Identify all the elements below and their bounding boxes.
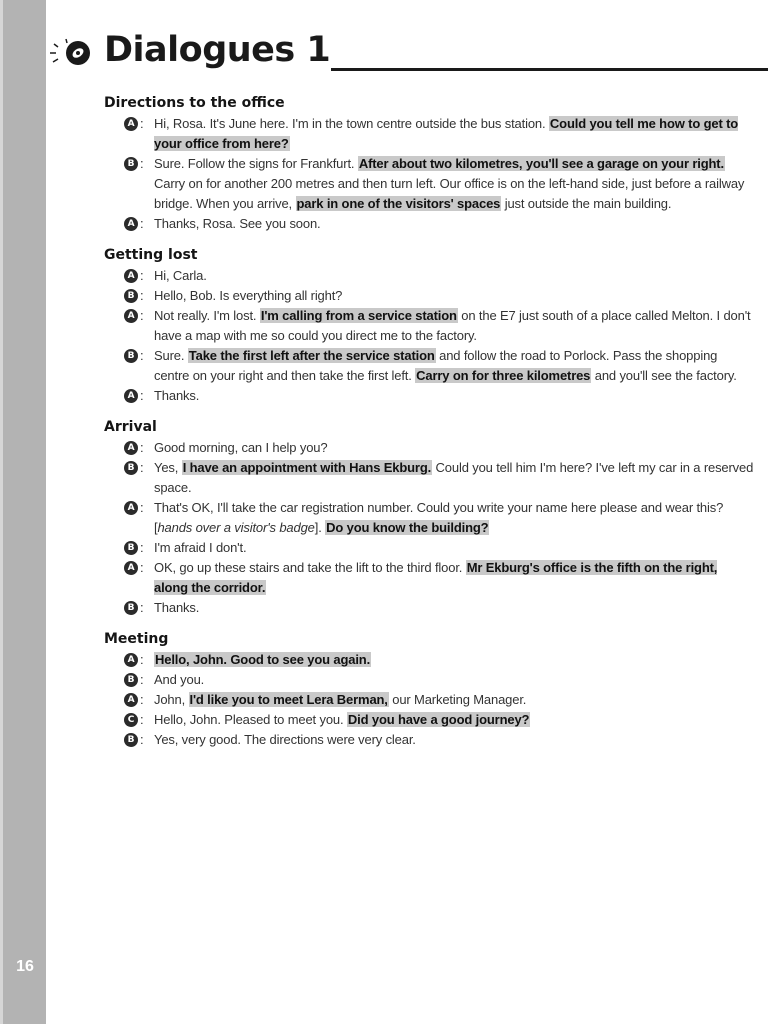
dialogue-text: Yes, very good. The directions were very clear. bbox=[154, 732, 416, 747]
highlighted-phrase: I'm calling from a service station bbox=[260, 308, 457, 323]
speaker-badge: A bbox=[124, 309, 138, 323]
dialogue-text: Sure. Follow the signs for Frankfurt. bbox=[154, 156, 358, 171]
dialogue-line bbox=[104, 214, 754, 234]
speaker-badge: B bbox=[124, 733, 138, 747]
dialogue-text: And you. bbox=[154, 672, 205, 687]
section-heading: Directions to the office bbox=[104, 95, 285, 111]
speaker-badge: A bbox=[124, 117, 138, 131]
speaker-colon: : bbox=[140, 308, 144, 323]
highlighted-phrase: I have an appointment with Hans Ekburg. bbox=[182, 460, 432, 475]
section-heading: Getting lost bbox=[104, 247, 198, 263]
dialogue-line bbox=[104, 346, 754, 386]
dialogue-text: Not really. I'm lost. bbox=[154, 308, 260, 323]
dialogue-section bbox=[104, 628, 754, 750]
speaker-colon: : bbox=[140, 540, 144, 555]
speaker-badge: B bbox=[124, 673, 138, 687]
highlighted-phrase: Did you have a good journey? bbox=[347, 712, 530, 727]
page-title: Dialogues 1 bbox=[104, 30, 331, 70]
speaker-badge: C bbox=[124, 713, 138, 727]
dialogue-line bbox=[104, 558, 754, 598]
dialogue-text: John, bbox=[154, 692, 189, 707]
speaker-colon: : bbox=[140, 732, 144, 747]
section-gap bbox=[104, 406, 754, 416]
dialogue-text: and follow the road to Porlock. Pass the shopping centre on your right and then take the first left. bbox=[154, 348, 718, 383]
dialogue-text: Thanks. bbox=[154, 388, 200, 403]
highlighted-phrase: park in one of the visitors' spaces bbox=[296, 196, 501, 211]
dialogue-text: Yes, bbox=[154, 460, 182, 475]
dialogue-line bbox=[104, 538, 754, 558]
dialogue-line bbox=[104, 306, 754, 346]
dialogue-text: Could you tell him I'm here? I've left my car in a reserved space. bbox=[154, 460, 754, 495]
speaker-badge: B bbox=[124, 541, 138, 555]
speaker-badge: B bbox=[124, 157, 138, 171]
dialogue-line bbox=[104, 154, 754, 214]
highlighted-phrase: Do you know the building? bbox=[326, 520, 489, 535]
dialogue-line bbox=[104, 598, 754, 618]
dialogue-text: OK, go up these stairs and take the lift to the third floor. bbox=[154, 560, 466, 575]
page-header bbox=[48, 26, 768, 76]
highlighted-phrase: After about two kilometres, you'll see a garage on your right. bbox=[358, 156, 724, 171]
dialogue-text: hands over a visitor's badge bbox=[157, 520, 315, 535]
highlighted-phrase: Mr Ekburg's office is the fifth on the right, along the corridor. bbox=[154, 560, 718, 595]
speaker-colon: : bbox=[140, 288, 144, 303]
speaker-colon: : bbox=[140, 216, 144, 231]
speaker-colon: : bbox=[140, 692, 144, 707]
highlighted-phrase: Take the first left after the service station bbox=[188, 348, 435, 363]
dialogue-text: Thanks. bbox=[154, 600, 200, 615]
dialogue-text: on the E7 just south of a place called Melton. I don't have a map with me so could you direct me to the factory. bbox=[154, 308, 751, 343]
dialogue-section bbox=[104, 92, 754, 234]
dialogue-text: and you'll see the factory. bbox=[591, 368, 737, 383]
speaker-colon: : bbox=[140, 672, 144, 687]
dialogue-text: That's OK, I'll take the car registration number. Could you write your name here please and wear this? [ bbox=[154, 500, 724, 535]
dialogue-text: Hello, Bob. Is everything all right? bbox=[154, 288, 343, 303]
dialogue-line bbox=[104, 266, 754, 286]
highlighted-phrase: Could you tell me how to get to your office from here? bbox=[154, 116, 739, 151]
dialogue-text: Thanks, Rosa. See you soon. bbox=[154, 216, 321, 231]
cd-disc-icon bbox=[48, 38, 100, 68]
dialogue-line bbox=[104, 710, 754, 730]
speaker-colon: : bbox=[140, 560, 144, 575]
section-gap bbox=[104, 234, 754, 244]
title-rule bbox=[331, 68, 768, 71]
speaker-badge: A bbox=[124, 269, 138, 283]
dialogue-text: Hello, John. Pleased to meet you. bbox=[154, 712, 347, 727]
speaker-colon: : bbox=[140, 652, 144, 667]
speaker-colon: : bbox=[140, 600, 144, 615]
dialogue-line bbox=[104, 286, 754, 306]
dialogue-line bbox=[104, 650, 754, 670]
dialogue-text: Hi, Rosa. It's June here. I'm in the town centre outside the bus station. bbox=[154, 116, 549, 131]
speaker-colon: : bbox=[140, 712, 144, 727]
speaker-colon: : bbox=[140, 500, 144, 515]
dialogue-line bbox=[104, 670, 754, 690]
dialogue-text: Carry on for another 200 metres and then turn left. Our office is on the left-hand side, just before a railway bridge. When you arrive, bbox=[154, 176, 745, 211]
speaker-colon: : bbox=[140, 156, 144, 171]
dialogue-line bbox=[104, 498, 754, 538]
speaker-badge: A bbox=[124, 441, 138, 455]
dialogue-line bbox=[104, 730, 754, 750]
speaker-badge: A bbox=[124, 501, 138, 515]
speaker-colon: : bbox=[140, 116, 144, 131]
speaker-badge: B bbox=[124, 289, 138, 303]
dialogue-text: Hi, Carla. bbox=[154, 268, 207, 283]
dialogue-text: ]. bbox=[314, 520, 326, 535]
speaker-colon: : bbox=[140, 460, 144, 475]
dialogue-text: I'm afraid I don't. bbox=[154, 540, 247, 555]
margin-edge bbox=[0, 0, 3, 1024]
dialogue-line bbox=[104, 690, 754, 710]
speaker-badge: A bbox=[124, 389, 138, 403]
speaker-colon: : bbox=[140, 440, 144, 455]
speaker-colon: : bbox=[140, 268, 144, 283]
section-heading: Arrival bbox=[104, 419, 157, 435]
speaker-badge: A bbox=[124, 693, 138, 707]
speaker-badge: A bbox=[124, 561, 138, 575]
dialogue-section bbox=[104, 416, 754, 618]
dialogues-content bbox=[104, 92, 754, 750]
speaker-badge: B bbox=[124, 601, 138, 615]
section-heading: Meeting bbox=[104, 631, 169, 647]
speaker-colon: : bbox=[140, 388, 144, 403]
speaker-badge: A bbox=[124, 217, 138, 231]
dialogue-section bbox=[104, 244, 754, 406]
left-margin-strip bbox=[0, 0, 46, 1024]
dialogue-text: Sure. bbox=[154, 348, 188, 363]
speaker-badge: A bbox=[124, 653, 138, 667]
highlighted-phrase: I'd like you to meet Lera Berman, bbox=[189, 692, 388, 707]
section-gap bbox=[104, 618, 754, 628]
page-number: 16 bbox=[16, 958, 34, 975]
speaker-badge: B bbox=[124, 349, 138, 363]
dialogue-text: our Marketing Manager. bbox=[388, 692, 527, 707]
dialogue-line bbox=[104, 114, 754, 154]
speaker-badge: B bbox=[124, 461, 138, 475]
dialogue-line bbox=[104, 458, 754, 498]
highlighted-phrase: Hello, John. Good to see you again. bbox=[155, 652, 371, 667]
dialogue-text: Good morning, can I help you? bbox=[154, 440, 328, 455]
dialogue-text: just outside the main building. bbox=[501, 196, 672, 211]
highlighted-phrase: Carry on for three kilometres bbox=[416, 368, 591, 383]
dialogue-line bbox=[104, 386, 754, 406]
speaker-colon: : bbox=[140, 348, 144, 363]
dialogue-line bbox=[104, 438, 754, 458]
